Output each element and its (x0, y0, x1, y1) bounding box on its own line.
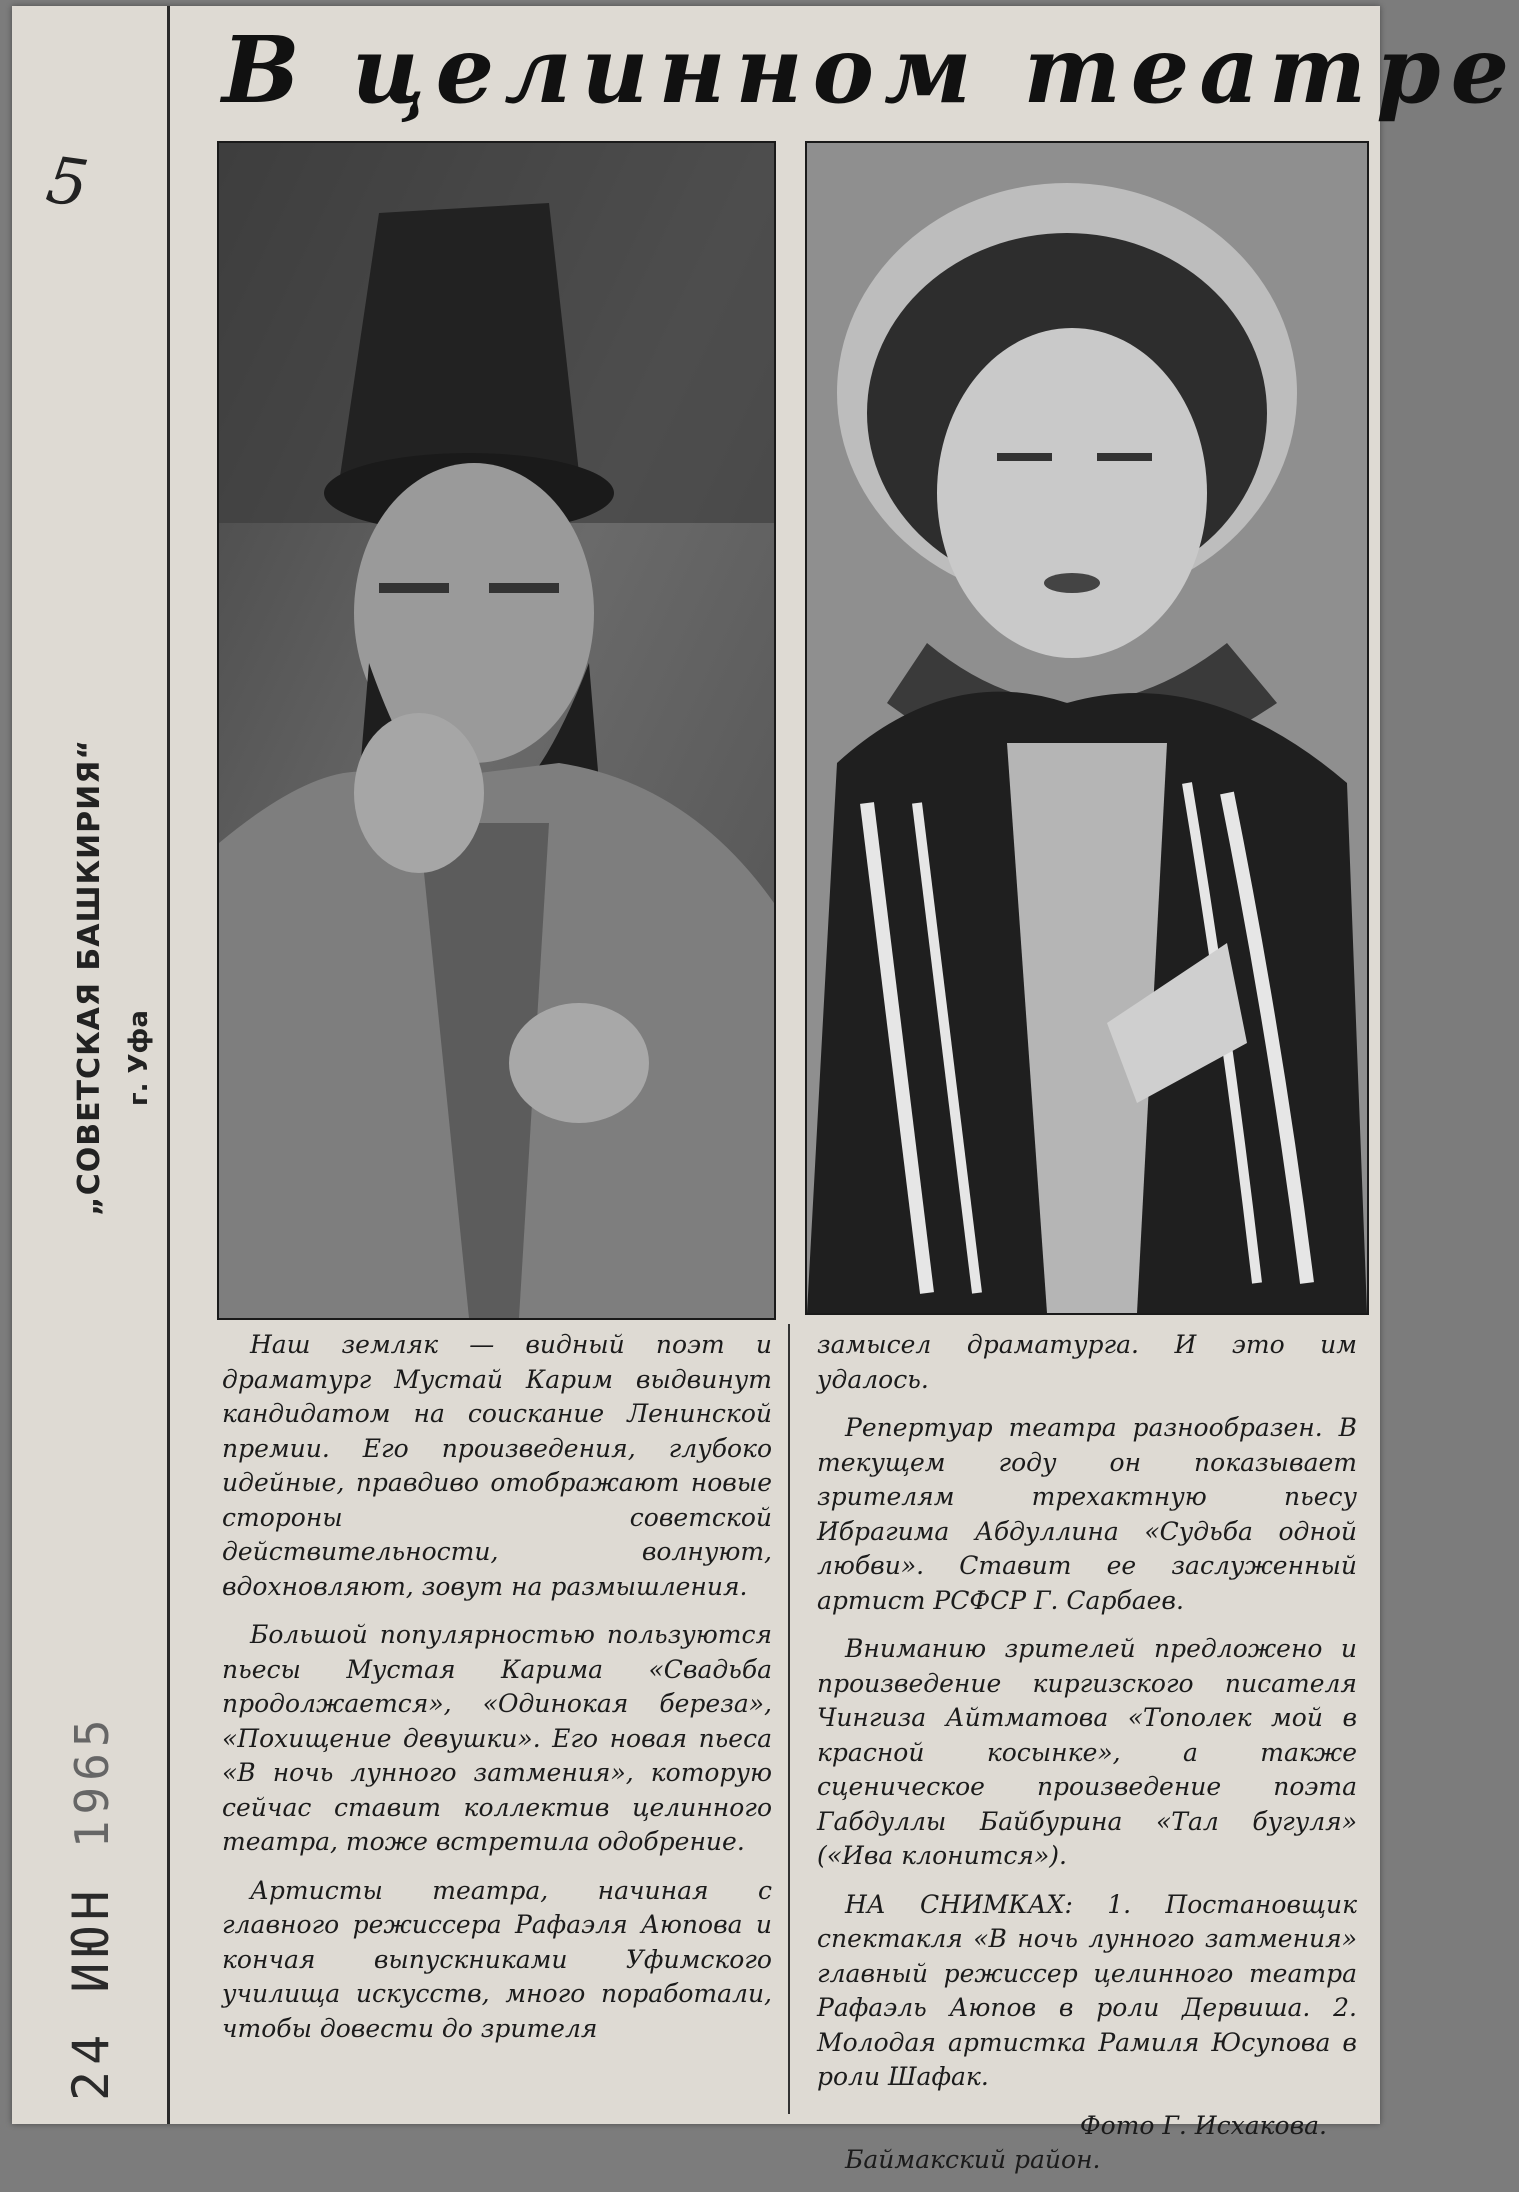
photo-caption (817, 1888, 1357, 2095)
photo-dervish-image (219, 143, 774, 1318)
date-day-month: 24 ИЮН (62, 1884, 120, 2101)
paragraph: Репертуар театра разнообразен. В текущем году он показывает зрителям трехактную пьесу Ибрагима Абдуллина «Судьба одной любви». Ставит ее заслуженный артист РСФСР Г. Сарбаев. (817, 1413, 1357, 1615)
handwritten-number: 5 (42, 143, 93, 223)
paragraph: Большой популярностью пользуются пьесы Мустая Карима «Свадьба продолжается», «Одинокая береза», «Похищение девушки». Его новая пьеса «В ночь лунного затмения», которую сейчас ставит коллектив целинного театра, тоже встретила одобрение. (222, 1620, 772, 1856)
photo-dervish (217, 141, 776, 1320)
paragraph: замысел драматурга. И это им удалось. (817, 1330, 1357, 1394)
caption-label: НА СНИМКАХ: (845, 1889, 1073, 1919)
newspaper-clipping (12, 6, 1519, 2174)
paragraph: Вниманию зрителей предложено и произведение киргизского писателя Чингиза Айтматова «Тополек мой в красной косынке», а также сценическое произведение поэта Габдуллы Байбурина «Тал бугуля» («Ива клонится»). (817, 1634, 1357, 1870)
paragraph: Наш земляк — видный поэт и драматург Мустай Карим выдвинут кандидатом на соискание Ленинской премии. Его произведения, глубоко идейные, правдиво отображают новые стороны советской действительности, волнуют, вдохновляют, зовут на размышления. (222, 1330, 772, 1601)
stamp-city: г. Уфа (124, 1010, 154, 1106)
article-headline: В целинном театре (222, 16, 1519, 124)
paragraph: Артисты театра, начиная с главного режиссера Рафаэля Аюпова и кончая выпускниками Уфимского училища искусств, много поработали, чтобы довести до зрителя (222, 1875, 772, 2043)
newspaper-source-stamp: „СОВЕТСКАЯ БАШКИРИЯ“ (72, 738, 107, 1216)
article-column-left (222, 1328, 772, 2060)
photo-shafak (805, 141, 1369, 1315)
article-column-right (817, 1328, 1357, 2192)
photo-credit: Фото Г. Исхакова. (1079, 2110, 1327, 2140)
caption-text: 1. Постановщик спектакля «В ночь лунного затмения» главный режиссер целинного театра Рафаэль Аюпов в роли Дервиша. 2. Молодая артистка Рамиля Юсупова в роли Шафак. (817, 1889, 1358, 2091)
date-year: 1965 (65, 1713, 119, 1849)
margin-rule (167, 6, 170, 2124)
photo-shafak-image (807, 143, 1367, 1313)
region-line: Баймакский район. (845, 2145, 1101, 2174)
column-divider (788, 1324, 790, 2114)
date-stamp (62, 1713, 120, 2101)
